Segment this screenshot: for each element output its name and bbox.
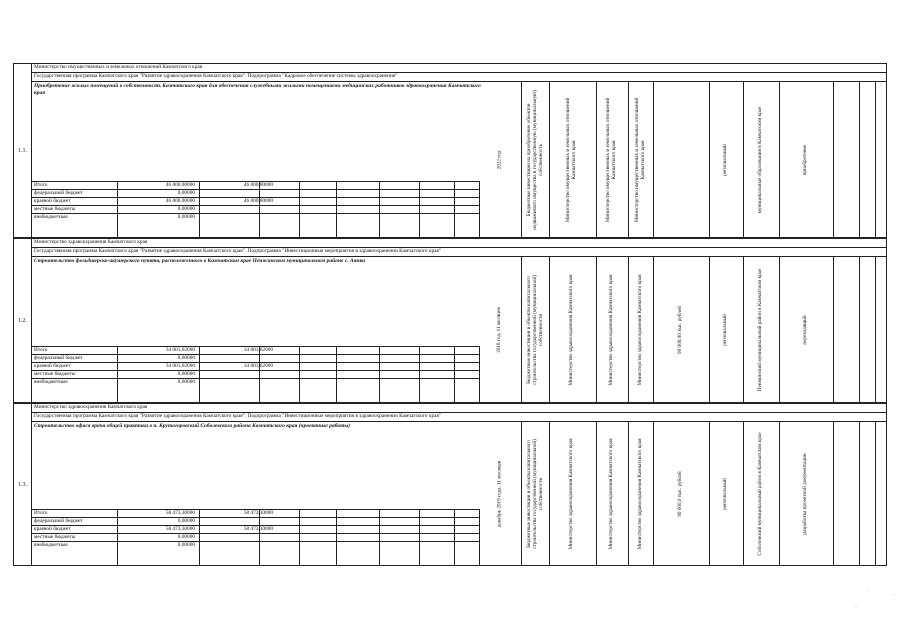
vertical-text: приобретение [802, 144, 809, 176]
funding-column-divider [299, 509, 300, 565]
funding-row [31, 525, 341, 533]
table-section [13, 403, 887, 566]
funding-column-divider [454, 181, 455, 237]
divider [31, 421, 886, 422]
divider [31, 370, 479, 371]
divider [31, 533, 479, 534]
funding-column-divider [336, 509, 337, 565]
funding-row [31, 205, 341, 213]
divider [31, 197, 479, 198]
program-header: Государственная программа Камчатского края "Развитие здравоохранения Камчатского края". Подпрограмма "Инвестиционные мероприятия в здравоохранении Камчатского края" [34, 413, 442, 419]
funding-row [31, 354, 341, 362]
funding-column-divider [454, 509, 455, 565]
funding-label: внебюджетные [34, 379, 68, 385]
funding-column-divider [454, 346, 455, 402]
period-text: 2018 год, 11 месяцев [496, 307, 503, 353]
divider [31, 205, 479, 206]
vertical-cell [736, 144, 876, 176]
vertical-text: региональный [722, 314, 729, 346]
funding-total: 0,00000 [177, 190, 195, 196]
vertical-text: Соболевский муниципальный район в Камчатском крае [757, 432, 764, 556]
funding-label: краевой бюджет [34, 363, 71, 369]
funding-total: 58 473,30000 [165, 510, 195, 516]
funding-total: 0,00000 [177, 542, 195, 548]
period-text: декабрь 2019 года, 11 месяцев [496, 460, 503, 528]
project-description: Строительство офиса врача общей практики в п. Крутогоровский Соболевского района Камчатского края (проектные работы) [34, 423, 351, 429]
funding-total: 0,00000 [177, 214, 195, 220]
vertical-text: Министерство имущественных и земельных отношений Камчатского края [565, 97, 577, 223]
vertical-text: Министерство здравоохранения Камчатского края [637, 274, 644, 386]
funding-column-divider [379, 346, 380, 402]
vertical-text: Бюджетные инвестиции на приобретение объектов недвижимого имущества в государственную (муниципальную) собственность [526, 90, 544, 230]
funding-total: 34 001,62000 [165, 363, 195, 369]
vertical-text: Бюджетные инвестиции в объекты капитального строительства государственной (муниципальной) собственности [526, 439, 544, 549]
funding-label: внебюджетные [34, 542, 68, 548]
ministry-header: Министерство здравоохранения Камчатского края [34, 239, 148, 245]
divider [31, 509, 479, 510]
vertical-cell [736, 315, 876, 345]
funding-row [31, 181, 341, 189]
funding-total: 58 473,30000 [165, 526, 195, 532]
funding-column-divider [259, 181, 260, 237]
funding-total: 0,00000 [177, 379, 195, 385]
divider [31, 213, 479, 214]
funding-row [31, 541, 341, 549]
funding-label: местные бюджеты [34, 206, 76, 212]
divider [31, 181, 479, 182]
vertical-text: региональный [722, 144, 729, 176]
divider [31, 189, 479, 190]
funding-column-divider [117, 181, 118, 237]
project-description: Приобретение жилых помещений в собственность Камчатского края для обеспечения служебными жилыми помещениями медицинских работников здравоохранения Камчатского края [34, 83, 481, 96]
row-index: 1.3. [18, 481, 27, 488]
funding-row [31, 533, 341, 541]
vertical-text: разработка проектной документации [802, 453, 809, 535]
funding-year-value: 46 000,00000 [243, 182, 273, 188]
funding-total: 34 001,62000 [165, 347, 195, 353]
funding-row [31, 213, 341, 221]
funding-year-value: 34 001,62000 [243, 347, 273, 353]
vertical-text: Бюджетные инвестиции в объекты капитального строительства государственной (муниципальной) собственности [526, 275, 544, 385]
vertical-text: Министерство здравоохранения Камчатского края [608, 438, 615, 550]
row-index: 1.1. [18, 147, 27, 154]
vertical-text: Министерство здравоохранения Камчатского края [608, 274, 615, 386]
funding-column-divider [336, 346, 337, 402]
funding-column-divider [259, 509, 260, 565]
funding-total: 0,00000 [177, 206, 195, 212]
funding-row [31, 370, 341, 378]
funding-column-divider [117, 346, 118, 402]
divider [31, 525, 479, 526]
program-header: Государственная программа Камчатского края "Развитие здравоохранения Камчатского края". Подпрограмма "Инвестиционные мероприятия в здравоохранении Камчатского края" [34, 248, 442, 254]
project-description: Строительство фельдшерско-акушерского пункта, расположенного в Камчатском крае Пенжинском муниципальном районе с. Аянка [34, 258, 365, 264]
funding-label: местные бюджеты [34, 534, 76, 540]
funding-label: Итого [34, 347, 48, 353]
funding-year-value: 46 000,00000 [243, 198, 273, 204]
table-section [13, 63, 887, 238]
funding-column-divider [419, 346, 420, 402]
row-index: 1.2. [18, 317, 27, 324]
funding-column-divider [299, 181, 300, 237]
vertical-text: Министерство имущественных и земельных отношений Камчатского края [634, 97, 646, 223]
funding-total: 46 000,00000 [165, 198, 195, 204]
funding-total: 46 000,00000 [165, 182, 195, 188]
funding-label: местные бюджеты [34, 371, 76, 377]
funding-label: Итого [34, 182, 48, 188]
divider [31, 354, 479, 355]
divider [31, 362, 479, 363]
funding-row [31, 362, 341, 370]
funding-year-value: 58 473,30000 [243, 526, 273, 532]
funding-label: федеральный бюджет [34, 518, 83, 524]
funding-row [31, 509, 341, 517]
scan-speck: · [893, 592, 895, 598]
funding-column-divider [336, 181, 337, 237]
funding-total: 0,00000 [177, 355, 195, 361]
funding-column-divider [117, 509, 118, 565]
vertical-text: Пенжинский муниципальный район в Камчатском крае [757, 268, 764, 392]
funding-column-divider [379, 181, 380, 237]
divider [31, 81, 886, 82]
divider [31, 346, 479, 347]
funding-row [31, 517, 341, 525]
period-text: 2022 год [496, 150, 503, 170]
funding-column-divider [199, 181, 200, 237]
funding-total: 0,00000 [177, 518, 195, 524]
funding-row [31, 346, 341, 354]
vertical-text: Министерство здравоохранения Камчатского края [637, 438, 644, 550]
funding-total: 0,00000 [177, 371, 195, 377]
funding-column-divider [199, 509, 200, 565]
funding-column-divider [199, 346, 200, 402]
vertical-text: муниципальные образования в Камчатском крае [757, 106, 764, 214]
funding-column-divider [259, 346, 260, 402]
vertical-text: Министерство здравоохранения Камчатского края [568, 274, 575, 386]
vertical-text: 90 000,00 тыс. рублей [677, 306, 684, 354]
funding-column-divider [419, 509, 420, 565]
funding-year-value: 34 001,62000 [243, 363, 273, 369]
funding-total: 0,00000 [177, 534, 195, 540]
ministry-header: Министерство имущественных и земельных отношений Камчатского края [34, 64, 203, 70]
funding-row [31, 197, 341, 205]
vertical-text: Министерство здравоохранения Камчатского края [568, 438, 575, 550]
ministry-header: Министерство здравоохранения Камчатского края [34, 404, 148, 410]
scan-speck: · [855, 604, 857, 610]
scan-speck: · [868, 588, 870, 594]
divider [31, 541, 479, 542]
funding-label: краевой бюджет [34, 526, 71, 532]
funding-year-value: 58 473,30000 [243, 510, 273, 516]
funding-label: Итого [34, 510, 48, 516]
funding-label: федеральный бюджет [34, 355, 83, 361]
divider [31, 378, 479, 379]
funding-label: краевой бюджет [34, 198, 71, 204]
funding-column-divider [299, 346, 300, 402]
funding-label: внебюджетные [34, 214, 68, 220]
vertical-text: региональный [722, 478, 729, 510]
vertical-text: переходящий [802, 315, 809, 345]
vertical-text: Министерство имущественных и земельных отношений Камчатского края [605, 97, 617, 223]
vertical-text: 90 000,0 тыс. рублей [677, 471, 684, 517]
funding-label: федеральный бюджет [34, 190, 83, 196]
funding-column-divider [419, 181, 420, 237]
funding-column-divider [379, 509, 380, 565]
divider [31, 256, 886, 257]
funding-row [31, 378, 341, 386]
funding-row [31, 189, 341, 197]
table-section [13, 238, 887, 403]
program-header: Государственная программа Камчатского края "Развитие здравоохранения Камчатского края". Подпрограмма "Кадровое обеспечение системы здравоохранения" [34, 73, 398, 79]
divider [31, 517, 479, 518]
